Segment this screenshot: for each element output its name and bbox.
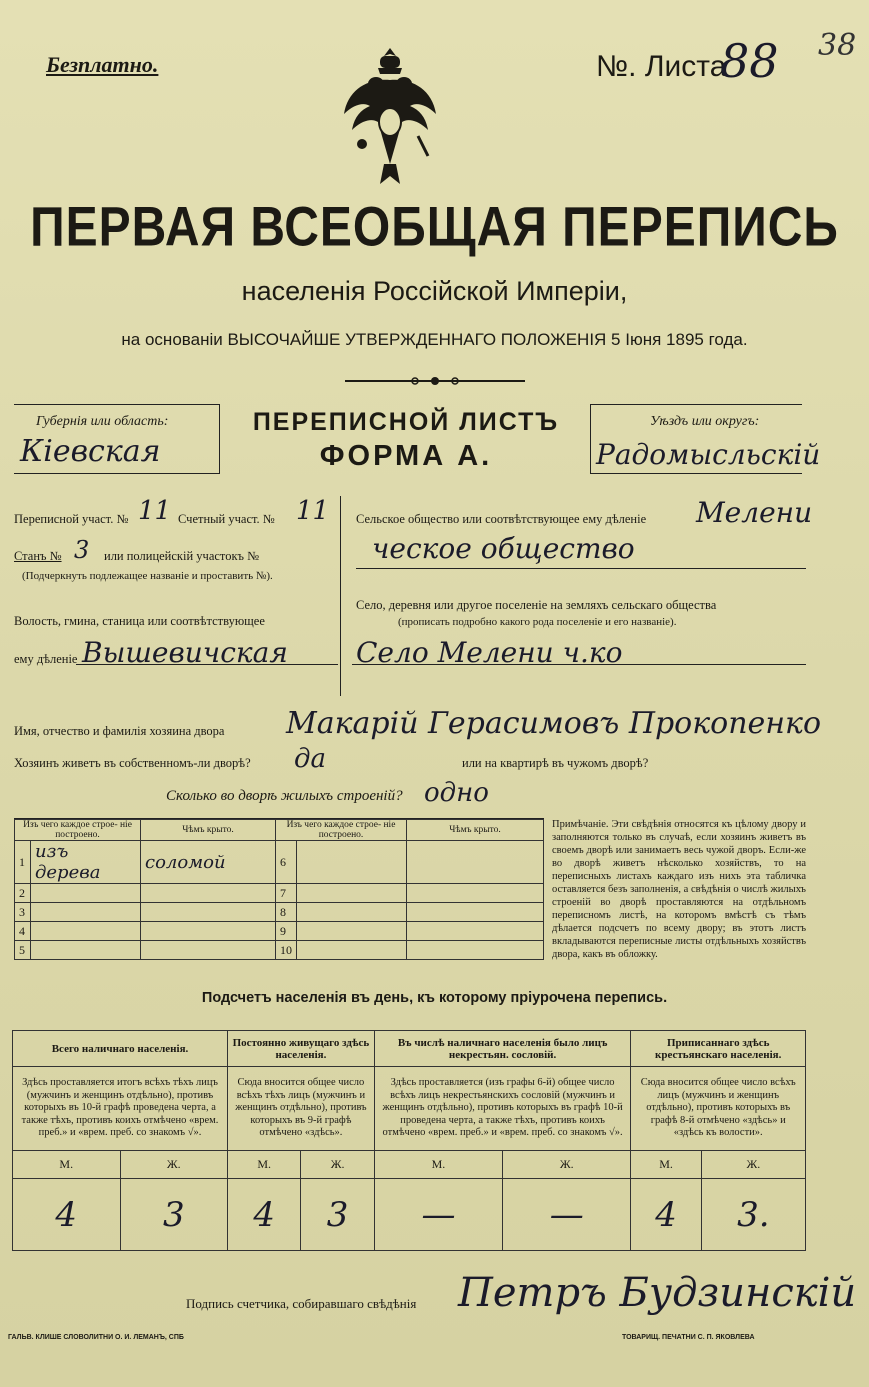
registered-female-value: 3.	[701, 1179, 805, 1251]
free-of-charge-label: Безплатно.	[46, 52, 159, 77]
roof-header-left: Чѣмъ крыто.	[141, 820, 276, 841]
population-table	[12, 1030, 806, 1251]
uezd-value: Радомысльскій	[596, 438, 821, 471]
buildings-count-value: одно	[424, 778, 489, 808]
col-title-registered: Приписаннаго здѣсь крестьянскаго населенія.	[631, 1031, 806, 1067]
census-district-label: Переписной участ. №	[14, 512, 129, 526]
counting-district-label: Счетный участ. №	[178, 512, 275, 526]
total-female-value: 3	[120, 1179, 228, 1251]
permanent-male-value: 4	[228, 1179, 301, 1251]
permanent-female-value: 3	[301, 1179, 374, 1251]
buildings-count-label: Сколько во дворѣ жилыхъ строеній?	[166, 788, 403, 804]
col-desc-nonpeasant: Здѣсь проставляется (изъ графы 6-й) общее число всѣхъ лицъ некрестьянскихъ сословій (мужчинъ и женщинъ отдѣльно), противъ которыхъ въ графѣ 10-й проведена черта, а также тѣхъ, противъ коихъ отмѣчено «врем. преб.» и «врем. преб. со знакомъ √».	[374, 1067, 631, 1151]
police-district-label: или полицейскій участокъ №	[104, 549, 260, 563]
total-male-value: 4	[13, 1179, 121, 1251]
archive-number: 38	[818, 28, 857, 63]
registered-male-value: 4	[631, 1179, 701, 1251]
form-title: ПЕРЕПИСНОЙ ЛИСТЪ	[252, 408, 560, 436]
village-instruction: (прописать подробно какого рода поселеніе и его названіе).	[398, 616, 677, 628]
table-row: 5 10	[15, 941, 544, 960]
table-row: 4 9	[15, 922, 544, 941]
stan-value: 3	[74, 536, 90, 564]
volost-line	[76, 664, 338, 665]
owner-value: Макарій Герасимовъ Прокопенко	[286, 706, 822, 741]
col-title-permanent: Постоянно живущаго здѣсь населенія.	[228, 1031, 375, 1067]
table-row: 3 8	[15, 903, 544, 922]
volost-label-cont: ему дѣленіе	[14, 652, 78, 666]
table-row: 2 7	[15, 884, 544, 903]
imperial-eagle-emblem-icon	[340, 44, 440, 189]
counting-district-value: 11	[296, 496, 330, 526]
signature-label: Подпись счетчика, собиравшаго свѣдѣнія	[186, 1296, 417, 1311]
column-divider	[340, 496, 341, 696]
sheet-number-value: 88	[720, 34, 779, 88]
table-row: 1 изъ дерева соломой 6	[15, 841, 544, 884]
form-letter: ФОРМА А.	[319, 440, 493, 472]
village-label: Село, деревня или другое поселеніе на земляхъ сельскаго общества	[356, 598, 717, 612]
buildings-table	[14, 818, 544, 960]
population-heading: Подсчетъ населенія въ день, къ которому пріурочена перепись.	[201, 990, 668, 1006]
male-label: М.	[13, 1151, 121, 1179]
ornament-divider-icon	[345, 374, 525, 388]
note-text: Примѣчаніе. Эти свѣдѣнія относятся къ цѣлому двору и заполняются только въ случаѣ, если хозяинъ живетъ въ своемъ дворѣ или занимаетъ весь чужой дворъ. Если-же во дворѣ живетъ нѣсколько хозяйствъ, то на переписныхъ листахъ каждаго изъ нихъ эта табличка оставляется безъ заполненія, а свѣдѣнія о числѣ жилыхъ строеній во дворѣ проставляются на отдѣльномъ переписномъ листѣ, на которомъ вмѣстѣ съ тѣмъ дѣлается подсчетъ по всему двору; въ этотъ листъ вкладываются переписные листы отдѣльныхъ хозяйствъ двора, какъ въ обложку.	[552, 819, 806, 960]
roof-cell: соломой	[141, 841, 276, 884]
material-cell: изъ дерева	[31, 841, 141, 884]
col-title-total: Всего наличнаго населенія.	[13, 1031, 228, 1067]
village-value: Село Мелени ч.ко	[356, 636, 623, 669]
nonpeasant-female-value: —	[503, 1179, 631, 1251]
uezd-label: Уѣздъ или округъ:	[650, 414, 760, 429]
volost-value: Вышевичская	[82, 636, 288, 669]
female-label: Ж.	[301, 1151, 374, 1179]
village-line	[352, 664, 806, 665]
material-header-right: Изъ чего каждое строе- ніе построено.	[276, 820, 407, 841]
male-label: М.	[228, 1151, 301, 1179]
legal-basis-line: на основаніи ВЫСОЧАЙШЕ УТВЕРЖДЕННАГО ПОЛОЖЕНІЯ 5 Іюня 1895 года.	[121, 330, 748, 349]
apartment-label: или на квартирѣ въ чужомъ дворѣ?	[462, 756, 649, 770]
printer-imprint-right: ТОВАРИЩ. ПЕЧАТНИ С. П. ЯКОВЛЕВА	[622, 1334, 755, 1341]
male-label: М.	[631, 1151, 701, 1179]
community-value: Мелени	[696, 496, 813, 529]
col-desc-registered: Сюда вносится общее число всѣхъ лицъ (мужчинъ и женщинъ отдѣльно), противъ которыхъ въ графѣ 8-й отмѣчено «здѣсь» и «здѣсь къ волости».	[631, 1067, 806, 1151]
col-title-nonpeasant: Въ числѣ наличнаго населенія было лицъ некрестьян. сословій.	[374, 1031, 631, 1067]
gubernia-value: Кіевская	[20, 434, 161, 469]
material-header-left: Изъ чего каждое строе- ніе построено.	[15, 820, 141, 841]
community-label: Сельское общество или соотвѣтствующее ему дѣленіе	[356, 512, 647, 526]
col-desc-total: Здѣсь проставляется итогъ всѣхъ тѣхъ лицъ (мужчинъ и женщинъ отдѣльно), противъ которыхъ въ 10-й графѣ проведена черта, а также тѣхъ, противъ коихъ отмѣчено «врем. преб.» и «врем. преб. со знакомъ √».	[13, 1067, 228, 1151]
col-desc-permanent: Сюда вносится общее число всѣхъ тѣхъ лицъ (мужчинъ и женщинъ отдѣльно), противъ которыхъ въ 9-й графѣ отмѣчено «здѣсь».	[228, 1067, 375, 1151]
census-district-value: 11	[138, 496, 172, 526]
printer-imprint-left: ГАЛЬВ. КЛИШЕ СЛОВОЛИТНИ О. И. ЛЕМАНЪ, СПБ	[8, 1334, 184, 1341]
own-yard-label: Хозяинъ живетъ въ собственномъ-ли дворѣ?	[14, 756, 251, 770]
gubernia-label: Губернія или область:	[36, 414, 169, 429]
nonpeasant-male-value: —	[374, 1179, 502, 1251]
enumerator-signature: Петръ Будзинскій	[458, 1270, 857, 1316]
census-subtitle: населенія Россійской Имперіи,	[241, 276, 628, 306]
community-line	[356, 568, 806, 569]
roof-header-right: Чѣмъ крыто.	[407, 820, 544, 841]
volost-label: Волость, гмина, станица или соотвѣтствующее	[14, 614, 265, 628]
stan-label: Станъ №	[14, 549, 62, 563]
sheet-number-label: №. Листа	[596, 50, 727, 83]
female-label: Ж.	[120, 1151, 228, 1179]
underline-instruction: (Подчеркнуть подлежащее названіе и проставить №).	[22, 570, 273, 582]
owner-label: Имя, отчество и фамилія хозяина двора	[14, 724, 225, 738]
census-title: ПЕРВАЯ ВСЕОБЩАЯ ПЕРЕПИСЬ	[30, 197, 839, 258]
female-label: Ж.	[503, 1151, 631, 1179]
male-label: М.	[374, 1151, 502, 1179]
female-label: Ж.	[701, 1151, 805, 1179]
community-value-cont: ческое общество	[372, 532, 635, 565]
own-yard-value: да	[294, 744, 326, 774]
